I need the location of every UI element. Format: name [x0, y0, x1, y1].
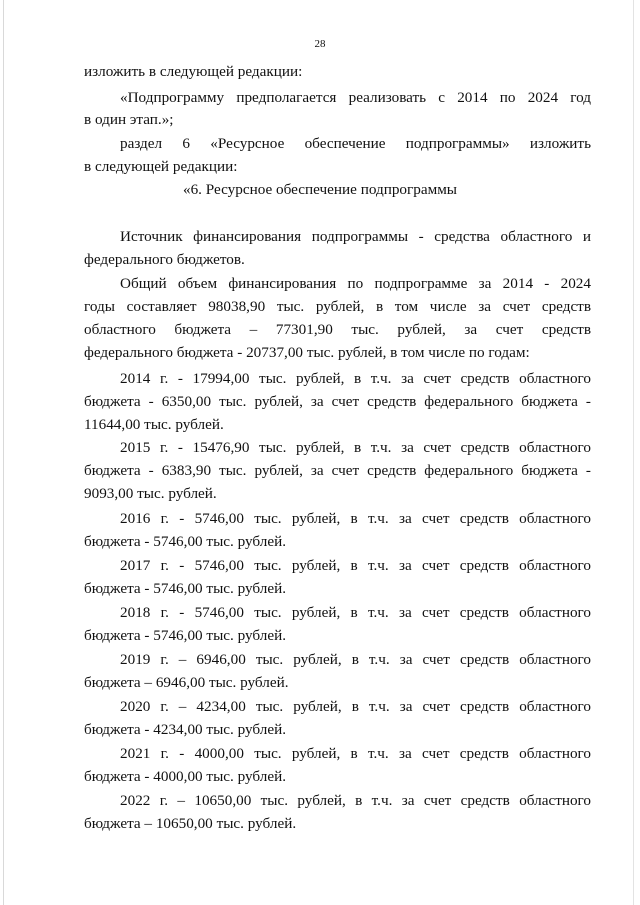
text-line: федерального бюджета - 20737,00 тыс. рублей, в том числе по годам:: [84, 344, 530, 361]
text-line: 9093,00 тыс. рублей.: [84, 485, 217, 502]
text-line: Источник финансирования подпрограммы - средства областного и: [120, 228, 591, 245]
text-line: 2014 г. - 17994,00 тыс. рублей, в т.ч. за счет средств областного: [120, 370, 591, 387]
text-line: бюджета - 5746,00 тыс. рублей.: [84, 533, 286, 550]
text-line: в следующей редакции:: [84, 158, 238, 175]
text-line: годы составляет 98038,90 тыс. рублей, в том числе за счет средств: [84, 298, 591, 315]
text-line: бюджета – 6946,00 тыс. рублей.: [84, 674, 289, 691]
scan-edge-left: [3, 0, 4, 905]
text-line: бюджета - 5746,00 тыс. рублей.: [84, 580, 286, 597]
text-line: бюджета - 5746,00 тыс. рублей.: [84, 627, 286, 644]
text-line: федерального бюджетов.: [84, 251, 245, 268]
text-line: областного бюджета – 77301,90 тыс. рублей, за счет средств: [84, 321, 591, 338]
page-number: 28: [314, 38, 326, 50]
text-line: 2017 г. - 5746,00 тыс. рублей, в т.ч. за счет средств областного: [120, 557, 591, 574]
scan-edge-right: [633, 0, 634, 905]
text-line: бюджета - 6350,00 тыс. рублей, за счет средств федерального бюджета -: [84, 393, 591, 410]
text-line: 2022 г. – 10650,00 тыс. рублей, в т.ч. за счет средств областного: [120, 792, 591, 809]
text-line: 2020 г. – 4234,00 тыс. рублей, в т.ч. за счет средств областного: [120, 698, 591, 715]
text-line: раздел 6 «Ресурсное обеспечение подпрограммы» изложить: [120, 135, 591, 152]
text-line: 2018 г. - 5746,00 тыс. рублей, в т.ч. за счет средств областного: [120, 604, 591, 621]
text-line: бюджета - 4000,00 тыс. рублей.: [84, 768, 286, 785]
text-line: бюджета – 10650,00 тыс. рублей.: [84, 815, 297, 832]
text-line: Общий объем финансирования по подпрограмме за 2014 - 2024: [120, 275, 591, 292]
text-line: бюджета - 6383,90 тыс. рублей, за счет средств федерального бюджета -: [84, 462, 591, 479]
text-line: «Подпрограмму предполагается реализовать с 2014 по 2024 год: [120, 89, 591, 106]
text-line: 2015 г. - 15476,90 тыс. рублей, в т.ч. за счет средств областного: [120, 439, 591, 456]
text-line: изложить в следующей редакции:: [84, 63, 303, 80]
section-heading: «6. Ресурсное обеспечение подпрограммы: [182, 181, 458, 198]
text-line: в один этап.»;: [84, 111, 174, 128]
text-line: 2016 г. - 5746,00 тыс. рублей, в т.ч. за счет средств областного: [120, 510, 591, 527]
text-line: 2021 г. - 4000,00 тыс. рублей, в т.ч. за счет средств областного: [120, 745, 591, 762]
text-line: 11644,00 тыс. рублей.: [84, 416, 224, 433]
text-line: 2019 г. – 6946,00 тыс. рублей, в т.ч. за счет средств областного: [120, 651, 591, 668]
text-line: бюджета - 4234,00 тыс. рублей.: [84, 721, 286, 738]
